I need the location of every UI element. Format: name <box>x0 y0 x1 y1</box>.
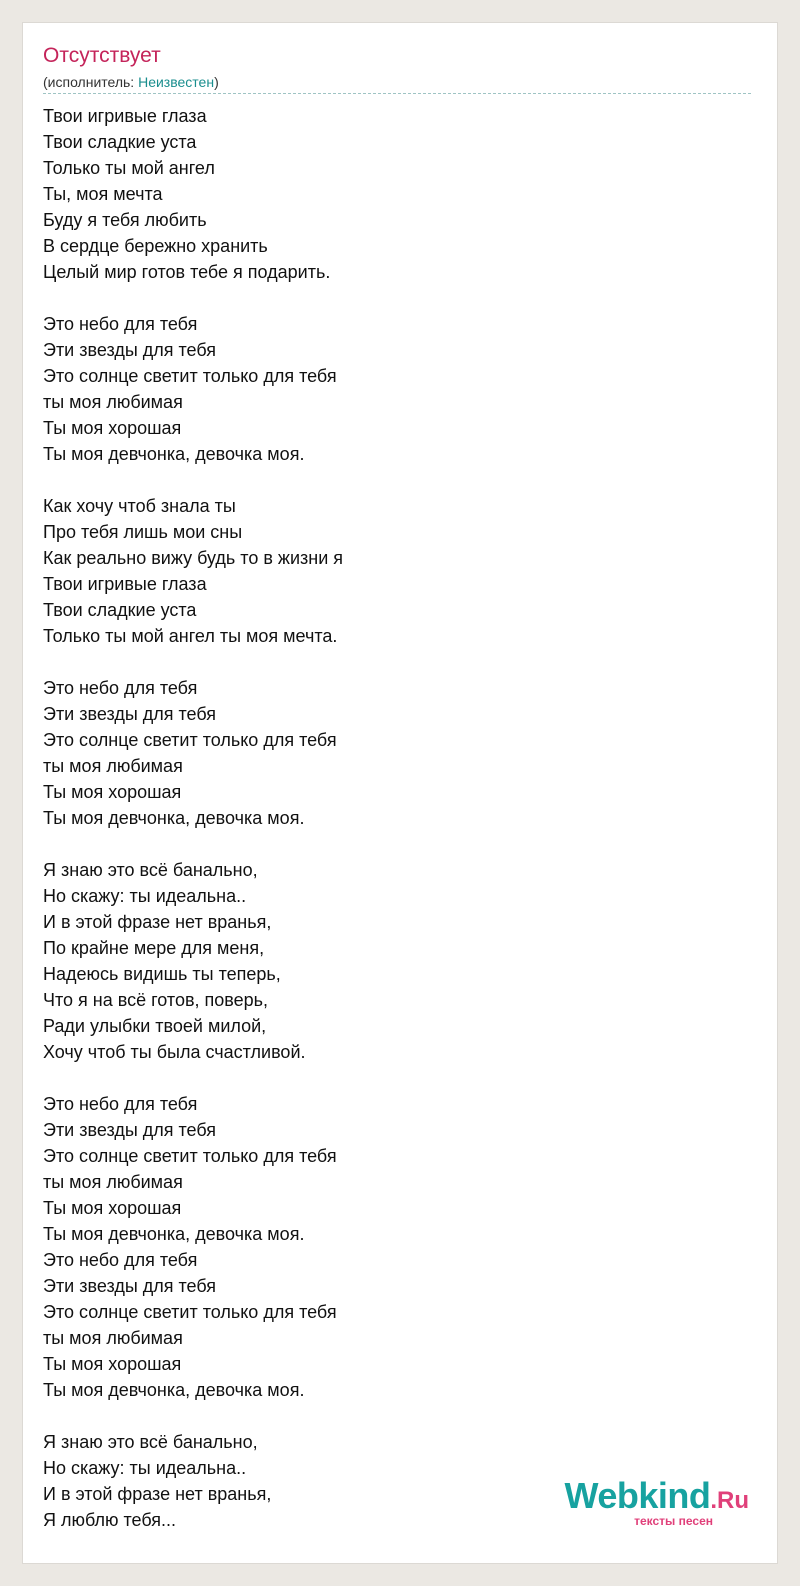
lyrics-line: Только ты мой ангел <box>43 158 215 178</box>
lyrics-stanza <box>43 493 343 649</box>
lyrics-line: Твои игривые глаза <box>43 106 207 126</box>
lyrics-body <box>43 103 343 1533</box>
lyrics-line: Твои сладкие уста <box>43 132 197 152</box>
lyrics-line: Это небо для тебя <box>43 1250 198 1270</box>
lyrics-line: Что я на всё готов, поверь, <box>43 990 269 1010</box>
lyrics-stanza <box>43 311 343 467</box>
lyrics-line: По крайне мере для меня, <box>43 938 265 958</box>
site-logo[interactable] <box>564 1475 749 1528</box>
lyrics-line: ты моя любимая <box>43 392 183 412</box>
lyrics-line: Буду я тебя любить <box>43 210 207 230</box>
lyrics-line: Эти звезды для тебя <box>43 1120 217 1140</box>
lyrics-line: ты моя любимая <box>43 756 183 776</box>
lyrics-line: Ты моя хорошая <box>43 418 182 438</box>
lyrics-line: Я знаю это всё банально, <box>43 1432 258 1452</box>
lyrics-line: Ты моя девчонка, девочка моя. <box>43 808 305 828</box>
lyrics-line: И в этой фразе нет вранья, <box>43 912 272 932</box>
lyrics-stanza <box>43 675 343 831</box>
lyrics-line: Это солнце светит только для тебя <box>43 366 337 386</box>
lyrics-stanza <box>43 1091 343 1403</box>
lyrics-line: Эти звезды для тебя <box>43 1276 217 1296</box>
lyrics-line: ты моя любимая <box>43 1328 183 1348</box>
lyrics-line: Ты моя хорошая <box>43 1354 182 1374</box>
lyrics-stanza <box>43 1429 343 1533</box>
lyrics-line: Эти звезды для тебя <box>43 704 217 724</box>
lyrics-line: Ты моя хорошая <box>43 1198 182 1218</box>
lyrics-stanza <box>43 103 343 285</box>
lyrics-line: Ты, моя мечта <box>43 184 163 204</box>
artist-prefix: (исполнитель: <box>43 74 139 90</box>
lyrics-line: Это солнце светит только для тебя <box>43 1146 337 1166</box>
logo-tagline: тексты песен <box>634 1514 713 1528</box>
artist-line <box>43 73 219 91</box>
lyrics-line: Эти звезды для тебя <box>43 340 217 360</box>
lyrics-line: Целый мир готов тебе я подарить. <box>43 262 331 282</box>
lyrics-line: Это небо для тебя <box>43 1094 198 1114</box>
lyrics-line: И в этой фразе нет вранья, <box>43 1484 272 1504</box>
lyrics-line: Это солнце светит только для тебя <box>43 730 337 750</box>
lyrics-line: Только ты мой ангел ты моя мечта. <box>43 626 338 646</box>
lyrics-line: Но скажу: ты идеальна.. <box>43 886 247 906</box>
lyrics-line: Как хочу чтоб знала ты <box>43 496 236 516</box>
lyrics-line: Твои сладкие уста <box>43 600 197 620</box>
lyrics-line: Хочу чтоб ты была счастливой. <box>43 1042 306 1062</box>
song-title: Отсутствует <box>43 44 161 67</box>
lyrics-line: Но скажу: ты идеальна.. <box>43 1458 247 1478</box>
lyrics-line: Про тебя лишь мои сны <box>43 522 243 542</box>
lyrics-line: Это небо для тебя <box>43 678 198 698</box>
lyrics-line: Ты моя девчонка, девочка моя. <box>43 444 305 464</box>
logo-main-text: Webkind <box>564 1475 711 1516</box>
artist-suffix: ) <box>214 74 219 90</box>
lyrics-line: Ты моя хорошая <box>43 782 182 802</box>
lyrics-line: ты моя любимая <box>43 1172 183 1192</box>
lyrics-line: Твои игривые глаза <box>43 574 207 594</box>
lyrics-line: Я знаю это всё банально, <box>43 860 258 880</box>
dashed-divider <box>43 93 751 94</box>
artist-link[interactable]: Неизвестен <box>138 74 215 90</box>
lyrics-stanza <box>43 857 343 1065</box>
lyrics-line: В сердце бережно хранить <box>43 236 268 256</box>
lyrics-line: Как реально вижу будь то в жизни я <box>43 548 344 568</box>
logo-domain-suffix: .Ru <box>710 1487 749 1514</box>
lyrics-line: Я люблю тебя... <box>43 1510 177 1530</box>
lyrics-line: Надеюсь видишь ты теперь, <box>43 964 281 984</box>
lyrics-line: Ради улыбки твоей милой, <box>43 1016 267 1036</box>
lyrics-line: Ты моя девчонка, девочка моя. <box>43 1380 305 1400</box>
lyrics-line: Ты моя девчонка, девочка моя. <box>43 1224 305 1244</box>
lyrics-line: Это солнце светит только для тебя <box>43 1302 337 1322</box>
lyrics-card <box>22 22 778 1564</box>
lyrics-line: Это небо для тебя <box>43 314 198 334</box>
